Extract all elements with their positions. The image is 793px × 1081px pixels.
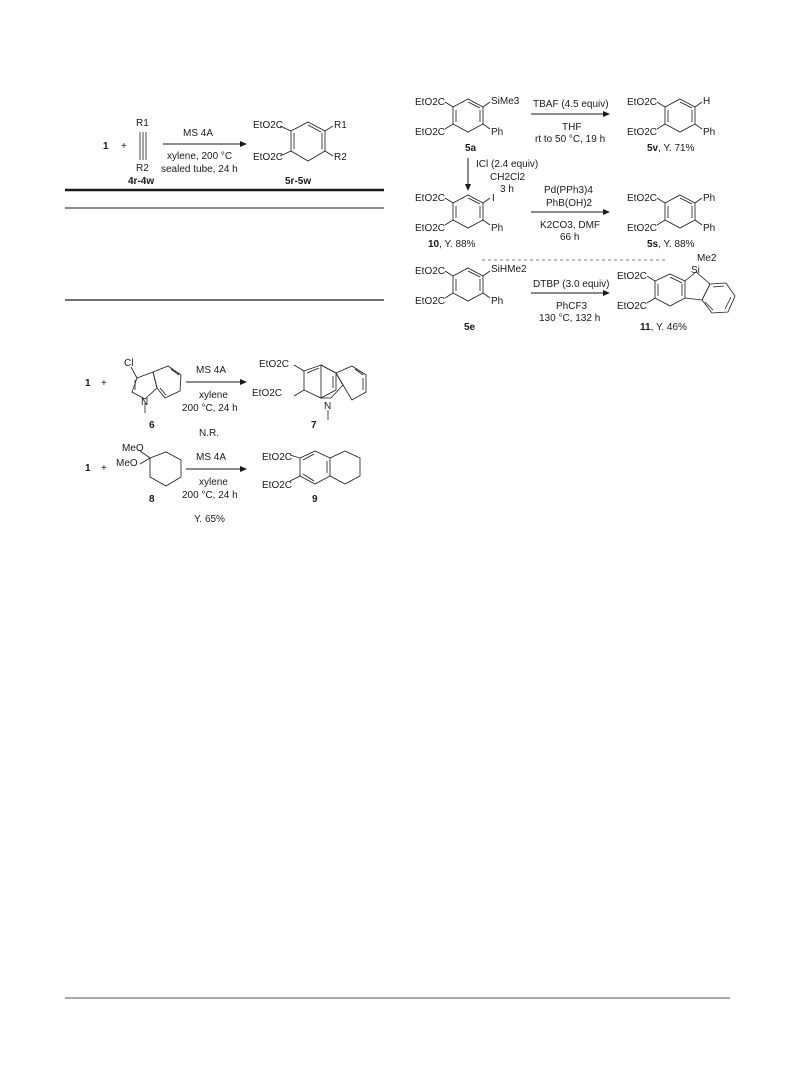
- icl-line-3: 3 h: [500, 184, 514, 195]
- 5e-label: 5e: [464, 322, 476, 333]
- indole-cond-below-2: 200 °C, 24 h: [182, 403, 238, 414]
- prod-r1: R1: [334, 120, 347, 131]
- compound-5a-structure: [415, 96, 520, 154]
- 5v-ester-bottom: EtO2C: [627, 127, 658, 138]
- tetralin-ester-bottom: EtO2C: [262, 480, 293, 491]
- 5s-ester-top: EtO2C: [627, 193, 658, 204]
- 5a-silyl: SiMe3: [491, 96, 520, 107]
- compound-11-structure: [617, 253, 735, 333]
- compound-5v-structure: [627, 96, 715, 154]
- prod-r2: R2: [334, 152, 347, 163]
- alkyne-cond-below-1: xylene, 200 °C: [167, 151, 233, 162]
- product-5r-5w-structure: [253, 120, 347, 187]
- suzuki-below-1: K2CO3, DMF: [540, 220, 601, 231]
- 5v-label: 5v: [647, 143, 659, 154]
- dtbp-below-1: PhCF3: [556, 301, 588, 312]
- dtbp-below-2: 130 °C, 132 h: [539, 313, 601, 324]
- 10-ph: Ph: [491, 223, 504, 234]
- 5e-ester-top: EtO2C: [415, 266, 446, 277]
- suzuki-above-2: PhB(OH)2: [546, 198, 593, 209]
- r2-label: R2: [136, 163, 149, 174]
- 5v-ester-top: EtO2C: [627, 97, 658, 108]
- indole-reactant-1: 1: [85, 378, 91, 389]
- 10-iodo: I: [492, 193, 495, 204]
- carbazole-n: N: [324, 401, 332, 412]
- scheme-alkyne: [103, 118, 347, 187]
- carbazole-ester-bottom: EtO2C: [252, 388, 283, 399]
- suzuki-above-1: Pd(PPh3)4: [544, 185, 593, 196]
- ketal-cond-below-1: xylene: [199, 477, 228, 488]
- indole-label-6: 6: [149, 420, 155, 431]
- dtbp-above: DTBP (3.0 equiv): [533, 279, 610, 290]
- 11-ester-top: EtO2C: [617, 271, 648, 282]
- carbazole-7-structure: [252, 359, 366, 431]
- ketal-meo-1: MeO: [122, 443, 144, 454]
- ketal-reactant-1: 1: [85, 463, 91, 474]
- alkyne-compound-label: 4r-4w: [128, 176, 155, 187]
- 5s-ph-top: Ph: [703, 193, 716, 204]
- 5s-yield: , Y. 88%: [658, 239, 695, 250]
- ketal-cond-above: MS 4A: [196, 452, 227, 463]
- indole-cond-below-1: xylene: [199, 390, 228, 401]
- 11-caption: [640, 322, 687, 333]
- tetralin-label-9: 9: [312, 494, 318, 505]
- 5e-ester-bottom: EtO2C: [415, 296, 446, 307]
- icl-line-1: ICl (2.4 equiv): [476, 159, 539, 170]
- ketal-8-structure: [116, 443, 181, 505]
- tbaf-below-1: THF: [562, 122, 582, 133]
- 11-me2: Me2: [697, 253, 717, 264]
- scheme-indole: [85, 358, 366, 439]
- ketal-label-8: 8: [149, 494, 155, 505]
- compound-5s-structure: [627, 193, 715, 250]
- 5v-h: H: [703, 96, 711, 107]
- 5a-ester-bottom: EtO2C: [415, 127, 446, 138]
- icl-line-2: CH2Cl2: [490, 172, 526, 183]
- 5s-ph-bottom: Ph: [703, 223, 716, 234]
- alkyne-cond-below-2: sealed tube, 24 h: [161, 164, 238, 175]
- indole-6-structure: [124, 358, 181, 431]
- tbaf-below-2: rt to 50 °C, 19 h: [535, 134, 606, 145]
- ketal-yield: Y. 65%: [194, 514, 225, 525]
- compound-5e-structure: [415, 264, 527, 333]
- reactant-1-label: 1: [103, 141, 109, 152]
- alkyne-cond-above: MS 4A: [183, 128, 214, 139]
- indole-result: N.R.: [199, 428, 219, 439]
- suzuki-below-2: 66 h: [560, 232, 580, 243]
- prod-ester-top: EtO2C: [253, 120, 284, 131]
- indole-n: N: [141, 397, 149, 408]
- 10-label: 10: [428, 239, 440, 250]
- carbazole-label-7: 7: [311, 420, 317, 431]
- ketal-meo-2: MeO: [116, 458, 138, 469]
- 5a-ph: Ph: [491, 127, 504, 138]
- alkyne-structure: [128, 118, 154, 187]
- ketal-cond-below-2: 200 °C, 24 h: [182, 490, 238, 501]
- prod-ester-bottom: EtO2C: [253, 152, 284, 163]
- 5v-caption: [647, 143, 695, 154]
- 11-si: Si: [691, 265, 700, 276]
- 5a-ester-top: EtO2C: [415, 97, 446, 108]
- tetralin-ester-top: EtO2C: [262, 452, 293, 463]
- 5v-yield: , Y. 71%: [658, 143, 695, 154]
- table-rules: [65, 190, 384, 300]
- carbazole-ester-top: EtO2C: [259, 359, 290, 370]
- 10-yield: , Y. 88%: [439, 239, 476, 250]
- 11-yield: , Y. 46%: [650, 322, 687, 333]
- 11-ester-bottom: EtO2C: [617, 301, 648, 312]
- 10-ester-top: EtO2C: [415, 193, 446, 204]
- r1-label: R1: [136, 118, 149, 129]
- 10-caption: [428, 239, 476, 250]
- ketal-plus: +: [101, 463, 107, 474]
- 5s-label: 5s: [647, 239, 659, 250]
- indole-cond-above: MS 4A: [196, 365, 227, 376]
- indole-plus: +: [101, 378, 107, 389]
- 10-ester-bottom: EtO2C: [415, 223, 446, 234]
- scheme-derivatization: [415, 96, 735, 333]
- 5a-label: 5a: [465, 143, 477, 154]
- 5s-caption: [647, 239, 695, 250]
- product-label-5r-5w: 5r-5w: [285, 176, 312, 187]
- 5e-silyl: SiHMe2: [491, 264, 527, 275]
- 5e-ph: Ph: [491, 296, 504, 307]
- tetralin-9-structure: [262, 451, 360, 505]
- compound-10-structure: [415, 193, 503, 250]
- 11-label: 11: [640, 322, 651, 333]
- scheme-ketal: [85, 443, 360, 525]
- plus-sign: +: [121, 141, 127, 152]
- 5v-ph: Ph: [703, 127, 716, 138]
- tbaf-above: TBAF (4.5 equiv): [533, 99, 609, 110]
- 5s-ester-bottom: EtO2C: [627, 223, 658, 234]
- indole-cl: Cl: [124, 358, 134, 369]
